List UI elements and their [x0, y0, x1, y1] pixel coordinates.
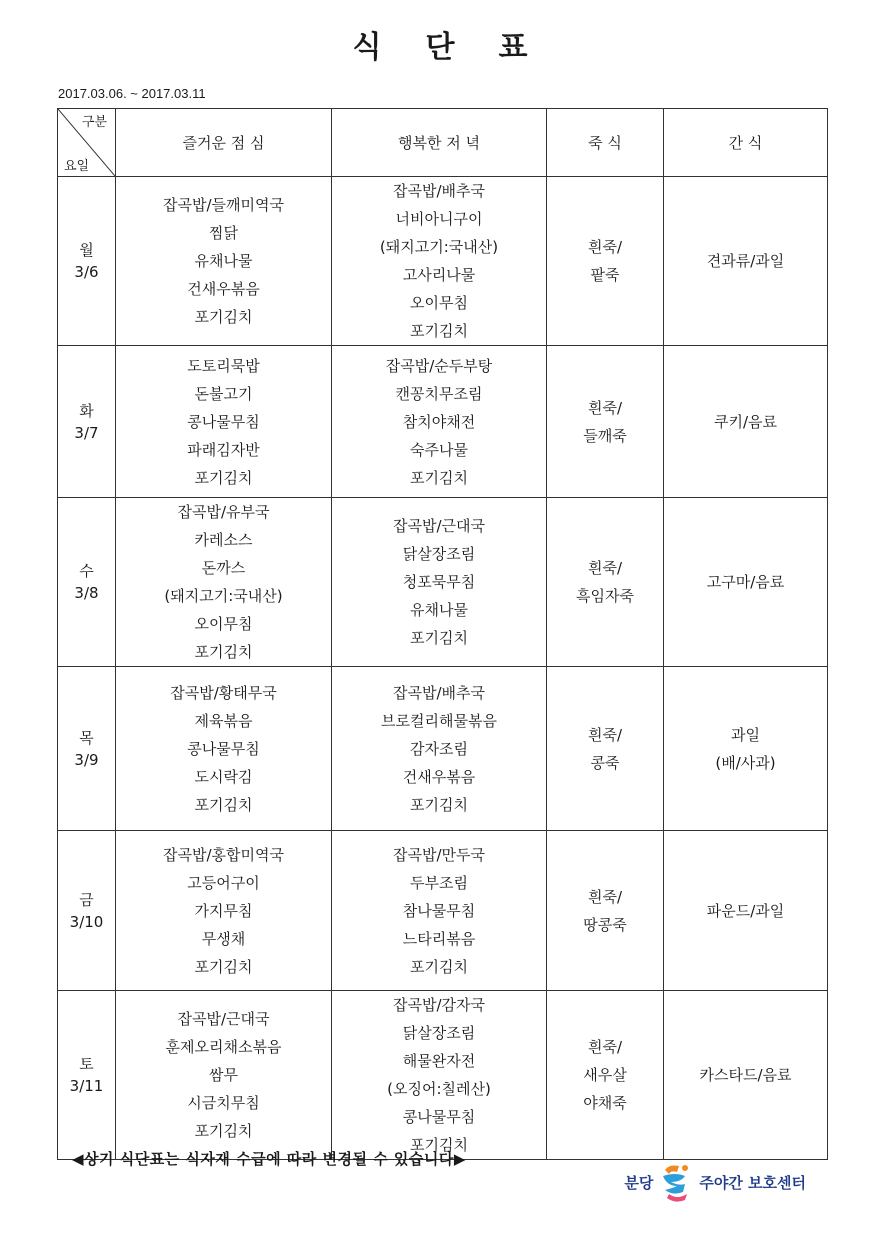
- lunch-item: 제육볶음: [194, 711, 253, 730]
- lunch-item: 쌈무: [209, 1066, 238, 1084]
- dinner-item: 청포묵무침: [402, 573, 476, 591]
- dinner-item: 포기김치: [410, 1136, 468, 1154]
- dinner-cell: [332, 667, 547, 831]
- lunch-item: 건새우볶음: [187, 280, 260, 298]
- snack-cell: [664, 177, 828, 346]
- day-cell: [58, 831, 116, 991]
- dinner-item: 포기김치: [410, 468, 468, 487]
- day-cell: [58, 498, 116, 667]
- dinner-item: 두부조림: [410, 873, 468, 892]
- dinner-cell: [332, 831, 547, 991]
- day-name: 월: [79, 241, 94, 259]
- lunch-item: 포기김치: [194, 795, 253, 814]
- footer-brand: [624, 1162, 806, 1202]
- dinner-item: 고사리나물: [402, 266, 476, 284]
- dinner-item: 포기김치: [410, 957, 468, 976]
- lunch-item: 포기김치: [194, 468, 253, 487]
- porridge-item: 흰죽/: [587, 238, 623, 256]
- dinner-item: 느타리볶음: [402, 929, 476, 948]
- lunch-item: 카레소스: [194, 531, 253, 549]
- dinner-item: 브로컬리해물볶음: [381, 711, 497, 730]
- lunch-item: 잡곡밥/유부국: [177, 503, 270, 521]
- lunch-item: 잡곡밥/황태무국: [170, 683, 277, 702]
- meal-table: [57, 108, 828, 1160]
- dinner-item: 콩나물무침: [402, 1108, 476, 1126]
- dinner-item: 참나물무침: [402, 901, 476, 920]
- notice-text: ◀상기 식단표는 식자재 수급에 따라 변경될 수 있습니다▶: [72, 1150, 466, 1168]
- dinner-cell: [332, 991, 547, 1160]
- porridge-item: 땅콩죽: [583, 915, 627, 934]
- dinner-item: 잡곡밥/배추국: [393, 683, 485, 702]
- dinner-item: 감자조림: [410, 739, 468, 758]
- dinner-item: 잡곡밥/감자국: [393, 996, 485, 1014]
- porridge-item: 콩죽: [590, 753, 620, 772]
- dinner-item: 캔꽁치무조림: [395, 384, 483, 403]
- day-date: 3/7: [74, 423, 99, 442]
- header-lunch: 즐거운 점 심: [116, 109, 332, 177]
- day-date: 3/10: [69, 912, 104, 931]
- dinner-cell: [332, 177, 547, 346]
- dinner-item: (돼지고기:국내산): [379, 238, 499, 256]
- dinner-item: 잡곡밥/순두부탕: [385, 356, 493, 375]
- header-diagonal-cell: [58, 109, 116, 177]
- period-range: 2017.03.06. ~ 2017.03.11: [58, 86, 206, 101]
- dinner-item: 해물완자전: [402, 1052, 476, 1070]
- snack-item: 견과류/과일: [706, 252, 785, 270]
- lunch-item: 돈불고기: [194, 384, 253, 403]
- meal-table-body: [58, 177, 828, 1160]
- snack-item: 고구마/음료: [706, 573, 785, 591]
- dinner-item: 건새우볶음: [402, 767, 476, 786]
- day-cell: [58, 177, 116, 346]
- snack-cell: [664, 991, 828, 1160]
- title-char: 단: [425, 30, 455, 65]
- header-day-label: 요일: [64, 159, 90, 174]
- day-cell: [58, 991, 116, 1160]
- header-dinner: 행복한 저 녁: [332, 109, 547, 177]
- lunch-item: 훈제오리채소볶음: [165, 1038, 282, 1056]
- lunch-item: 찜닭: [209, 224, 238, 242]
- lunch-item: 콩나물무침: [187, 412, 260, 431]
- porridge-item: 흰죽/: [587, 887, 623, 906]
- lunch-item: 포기김치: [194, 1122, 253, 1140]
- lunch-cell: [116, 498, 332, 667]
- porridge-cell: [547, 177, 664, 346]
- snack-cell: [664, 831, 828, 991]
- center-logo-icon: [659, 1162, 693, 1202]
- lunch-item: 돈까스: [201, 559, 246, 577]
- dinner-item: 잡곡밥/근대국: [393, 517, 485, 535]
- porridge-item: 흰죽/: [587, 398, 623, 417]
- snack-item: 쿠키/음료: [713, 412, 777, 431]
- porridge-cell: [547, 831, 664, 991]
- lunch-cell: [116, 177, 332, 346]
- porridge-cell: [547, 991, 664, 1160]
- dinner-item: 포기김치: [410, 629, 468, 647]
- dinner-cell: [332, 498, 547, 667]
- day-row: [58, 498, 828, 667]
- porridge-item: 야채죽: [583, 1094, 627, 1112]
- lunch-item: 잡곡밥/들깨미역국: [163, 196, 284, 214]
- porridge-cell: [547, 346, 664, 498]
- day-date: 3/11: [69, 1077, 104, 1095]
- lunch-cell: [116, 991, 332, 1160]
- day-name: 화: [79, 401, 94, 420]
- day-cell: [58, 667, 116, 831]
- day-cell: [58, 346, 116, 498]
- dinner-item: 오이무침: [410, 294, 468, 312]
- day-row: [58, 667, 828, 831]
- header-row: [58, 109, 828, 177]
- dinner-item: (오징어:칠레산): [387, 1080, 491, 1098]
- lunch-item: 오이무침: [194, 615, 253, 633]
- title-char: 식: [352, 30, 382, 65]
- lunch-cell: [116, 831, 332, 991]
- page-title: [0, 22, 880, 66]
- snack-cell: [664, 346, 828, 498]
- porridge-cell: [547, 667, 664, 831]
- lunch-cell: [116, 346, 332, 498]
- porridge-cell: [547, 498, 664, 667]
- dinner-item: 참치야채전: [402, 412, 476, 431]
- day-row: [58, 991, 828, 1160]
- lunch-item: 고등어구이: [187, 873, 260, 892]
- lunch-item: 잡곡밥/근대국: [177, 1010, 270, 1028]
- porridge-item: 새우살: [583, 1066, 627, 1084]
- footer-brand-left: 분당: [624, 1173, 654, 1192]
- lunch-item: 도토리묵밥: [187, 356, 260, 375]
- snack-cell: [664, 667, 828, 831]
- lunch-item: 잡곡밥/홍합미역국: [163, 845, 284, 864]
- day-name: 수: [79, 562, 94, 580]
- title-char: 표: [498, 30, 528, 65]
- lunch-item: 포기김치: [194, 957, 253, 976]
- day-name: 토: [79, 1055, 94, 1073]
- dinner-cell: [332, 346, 547, 498]
- lunch-item: 콩나물무침: [187, 739, 260, 758]
- dinner-item: 숙주나물: [410, 440, 468, 459]
- porridge-item: 흑임자죽: [576, 587, 634, 605]
- lunch-item: 무생채: [201, 929, 246, 948]
- dinner-item: 포기김치: [410, 322, 468, 340]
- dinner-item: 잡곡밥/배추국: [393, 182, 485, 200]
- lunch-item: 시금치무침: [187, 1094, 260, 1112]
- porridge-item: 흰죽/: [587, 1038, 623, 1056]
- lunch-item: 도시락김: [194, 767, 253, 786]
- dinner-item: 너비아니구이: [395, 210, 483, 228]
- header-porridge: 죽 식: [547, 109, 664, 177]
- porridge-item: 들깨죽: [583, 426, 627, 445]
- porridge-item: 팥죽: [590, 266, 620, 284]
- lunch-item: (돼지고기:국내산): [164, 587, 283, 605]
- lunch-item: 파래김자반: [187, 440, 260, 459]
- dinner-item: 닭살장조림: [402, 1024, 476, 1042]
- dinner-item: 잡곡밥/만두국: [393, 845, 485, 864]
- header-snack: 간 식: [664, 109, 828, 177]
- snack-item: (배/사과): [715, 753, 776, 772]
- lunch-item: 포기김치: [194, 643, 253, 661]
- day-date: 3/6: [74, 263, 99, 281]
- snack-item: 과일: [731, 725, 760, 744]
- dinner-item: 유채나물: [410, 601, 468, 619]
- snack-item: 파운드/과일: [706, 901, 785, 920]
- snack-cell: [664, 498, 828, 667]
- porridge-item: 흰죽/: [587, 559, 623, 577]
- day-date: 3/8: [74, 584, 99, 602]
- lunch-item: 가지무침: [194, 901, 253, 920]
- day-row: [58, 177, 828, 346]
- day-row: [58, 831, 828, 991]
- dinner-item: 닭살장조림: [402, 545, 476, 563]
- day-name: 금: [79, 890, 94, 909]
- porridge-item: 흰죽/: [587, 725, 623, 744]
- dinner-item: 포기김치: [410, 795, 468, 814]
- lunch-cell: [116, 667, 332, 831]
- footer-brand-right: 주야간 보호센터: [699, 1173, 806, 1192]
- lunch-item: 포기김치: [194, 308, 253, 326]
- day-name: 목: [79, 728, 94, 747]
- day-row: [58, 346, 828, 498]
- lunch-item: 유채나물: [194, 252, 253, 270]
- header-category-label: 구분: [81, 115, 107, 130]
- day-date: 3/9: [74, 750, 99, 769]
- snack-item: 카스타드/음료: [699, 1066, 792, 1084]
